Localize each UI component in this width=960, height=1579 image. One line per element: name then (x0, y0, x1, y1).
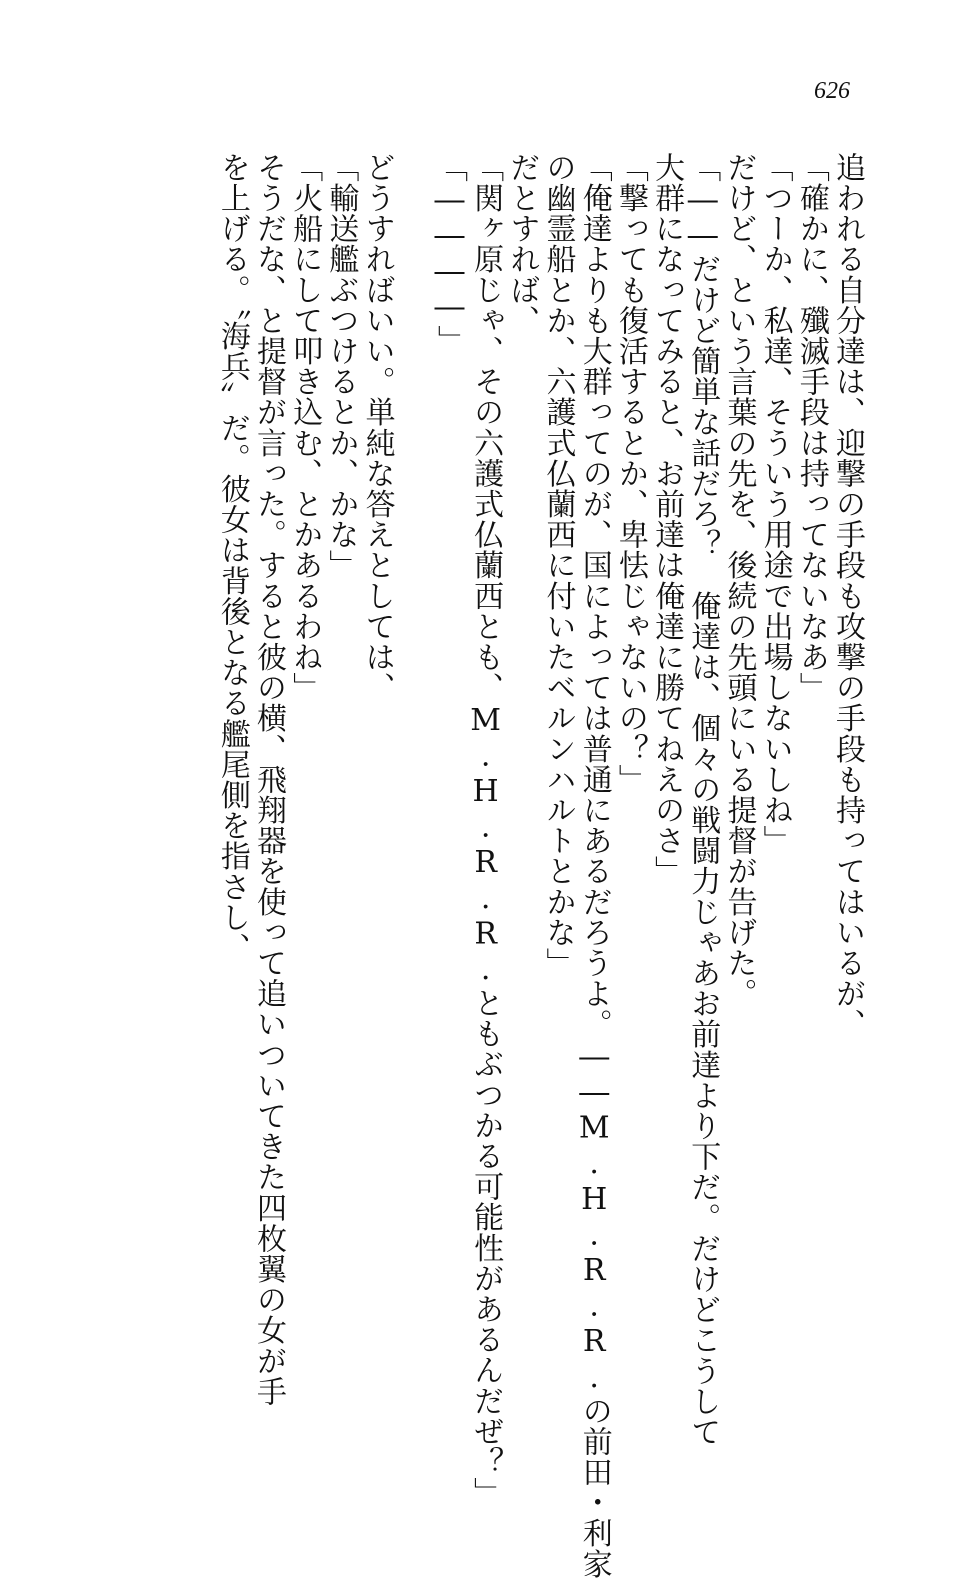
text-line: どうすればいい。単純な答えとしては、 (359, 152, 395, 703)
text-line: を上げる。〝海兵〟だ。彼女は背後となる艦尾側を指さし、 (214, 152, 250, 964)
text-line: だけど、という言葉の先を、後続の先頭にいる提督が告げた。 (721, 152, 757, 1009)
text-line: の幽霊船とか、六護式仏蘭西に付いたベルンハルトとかな」 (540, 152, 576, 979)
text-line: 「俺達よりも大群ってのが、国によっては普通にあるだろうよ。――M.H.R.R.の前田・利家 (576, 152, 612, 1579)
page-number: 626 (814, 78, 850, 104)
text-line: 「火船にして叩き込む、とかあるわね」 (287, 152, 323, 703)
text-line: 「つーか、私達、そういう用途で出場しないしね」 (757, 152, 793, 856)
text-line: 追われる自分達は、迎撃の手段も攻撃の手段も持ってはいるが、 (830, 152, 865, 1040)
text-line: 「撃っても復活するとか、卑怯じゃないの？」 (612, 152, 648, 795)
text-line: 「輸送艦ぶつけるとか、かな」 (323, 152, 359, 581)
text-line: 「確かに、殲滅手段は持ってないなあ」 (793, 152, 829, 703)
text-line: だとすれば、 (504, 152, 540, 336)
text-line: 大群になってみると、お前達は俺達に勝てねえのさ」 (649, 152, 685, 887)
text-line: そうだな、と提督が言った。すると彼の横、飛翔器を使って追いついてきた四枚翼の女が手 (251, 152, 286, 1407)
vertical-text-body (92, 152, 865, 1579)
text-line: 「――――」 (431, 152, 467, 356)
text-line: 「関ヶ原じゃ、その六護式仏蘭西とも、M.H.R.R.ともぶつかる可能性があるんだぜ？」 (468, 152, 504, 1508)
text-line: 「――だけど簡単な話だろ？ 俺達は、個々の戦闘力じゃあお前達より下だ。だけどこうして (685, 152, 721, 1448)
